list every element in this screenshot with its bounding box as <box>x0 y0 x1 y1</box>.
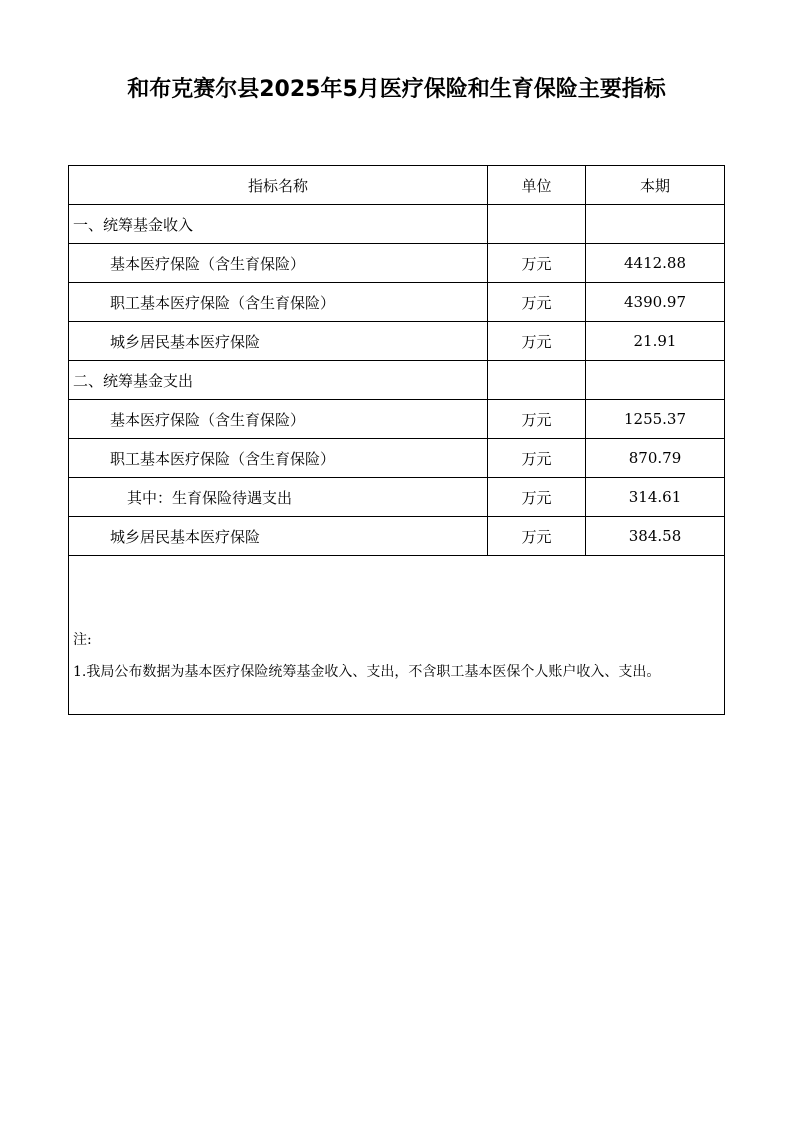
row-unit: 万元 <box>488 400 586 439</box>
table-row <box>69 478 725 517</box>
row-name: 其中：生育保险待遇支出 <box>69 478 488 517</box>
table-header-row <box>69 166 725 205</box>
row-unit: 万元 <box>488 439 586 478</box>
row-name: 一、统筹基金收入 <box>69 205 488 244</box>
indicators-table <box>68 165 725 715</box>
notes-row <box>69 556 725 715</box>
table-row <box>69 517 725 556</box>
row-unit: 万元 <box>488 283 586 322</box>
header-unit: 单位 <box>488 166 586 205</box>
row-value <box>586 361 725 400</box>
row-value: 384.58 <box>586 517 725 556</box>
notes-cell <box>69 556 725 715</box>
row-name: 二、统筹基金支出 <box>69 361 488 400</box>
table-row <box>69 322 725 361</box>
row-value: 4390.97 <box>586 283 725 322</box>
row-value: 314.61 <box>586 478 725 517</box>
row-name: 职工基本医疗保险（含生育保险） <box>69 283 488 322</box>
row-value: 4412.88 <box>586 244 725 283</box>
row-value: 21.91 <box>586 322 725 361</box>
row-unit: 万元 <box>488 322 586 361</box>
row-name: 城乡居民基本医疗保险 <box>69 517 488 556</box>
page-title: 和布克赛尔县2025年5月医疗保险和生育保险主要指标 <box>127 77 666 102</box>
row-unit <box>488 361 586 400</box>
header-name: 指标名称 <box>69 166 488 205</box>
table-row-section-income <box>69 205 725 244</box>
row-value <box>586 205 725 244</box>
row-value: 1255.37 <box>586 400 725 439</box>
table-row <box>69 244 725 283</box>
table-row <box>69 439 725 478</box>
header-value: 本期 <box>586 166 725 205</box>
row-value: 870.79 <box>586 439 725 478</box>
notes-text: 1.我局公布数据为基本医疗保险统筹基金收入、支出，不含职工基本医保个人账户收入、支出。 <box>73 664 661 680</box>
row-name: 职工基本医疗保险（含生育保险） <box>69 439 488 478</box>
table-row <box>69 283 725 322</box>
row-unit: 万元 <box>488 244 586 283</box>
notes-label: 注: <box>73 632 92 648</box>
row-name: 基本医疗保险（含生育保险） <box>69 244 488 283</box>
row-name: 基本医疗保险（含生育保险） <box>69 400 488 439</box>
row-name: 城乡居民基本医疗保险 <box>69 322 488 361</box>
row-unit <box>488 205 586 244</box>
table-row <box>69 400 725 439</box>
table-row-section-expense <box>69 361 725 400</box>
row-unit: 万元 <box>488 517 586 556</box>
row-unit: 万元 <box>488 478 586 517</box>
